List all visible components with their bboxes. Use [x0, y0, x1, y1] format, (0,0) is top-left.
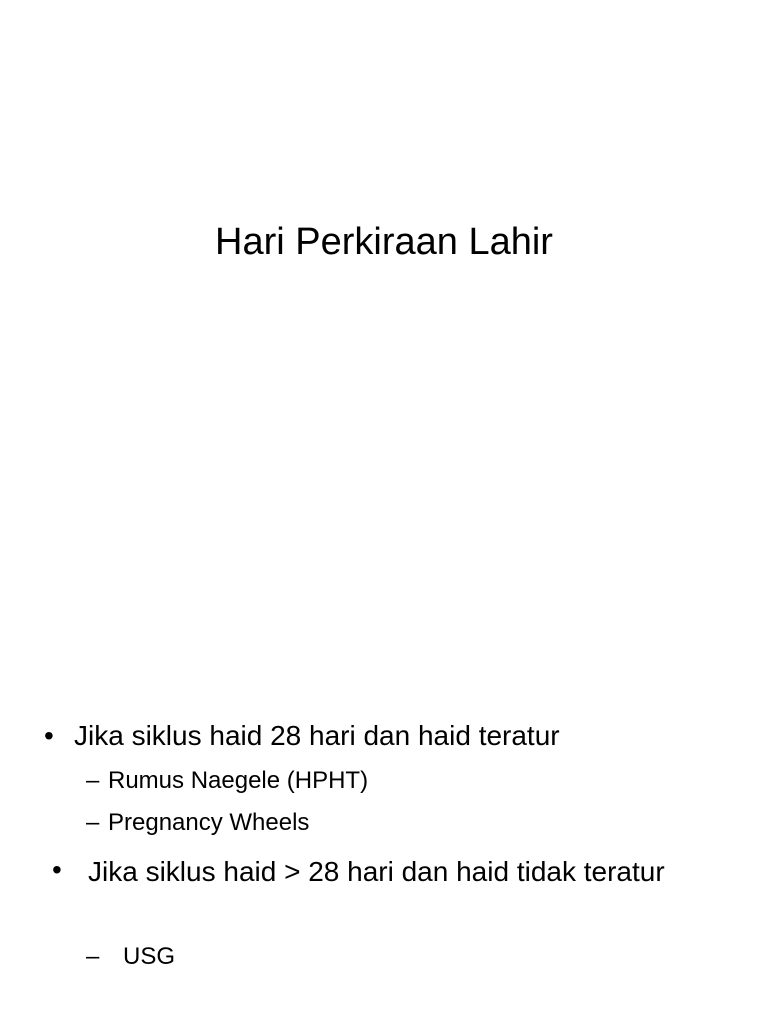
sub-bullet-marker: –	[86, 943, 100, 970]
bullet-item	[44, 718, 744, 754]
slide-title: Hari Perkiraan Lahir	[215, 221, 553, 263]
sub-bullet-text: Pregnancy Wheels	[108, 809, 310, 836]
sub-bullet-marker: –	[86, 809, 100, 836]
bullet-marker: •	[52, 854, 62, 885]
sub-bullet-item	[86, 808, 686, 838]
sub-bullet-item	[86, 942, 686, 972]
bullet-text: Jika siklus haid 28 hari dan haid teratur	[74, 720, 560, 751]
sub-bullet-item	[86, 766, 686, 796]
sub-bullet-text: USG	[123, 943, 176, 970]
bullet-item	[52, 852, 752, 932]
bullet-marker: •	[44, 720, 54, 751]
bullet-text: Jika siklus haid > 28 hari dan haid tidak teratur	[88, 856, 665, 887]
sub-bullet-text: Rumus Naegele (HPHT)	[108, 767, 369, 794]
sub-bullet-marker: –	[86, 767, 100, 794]
